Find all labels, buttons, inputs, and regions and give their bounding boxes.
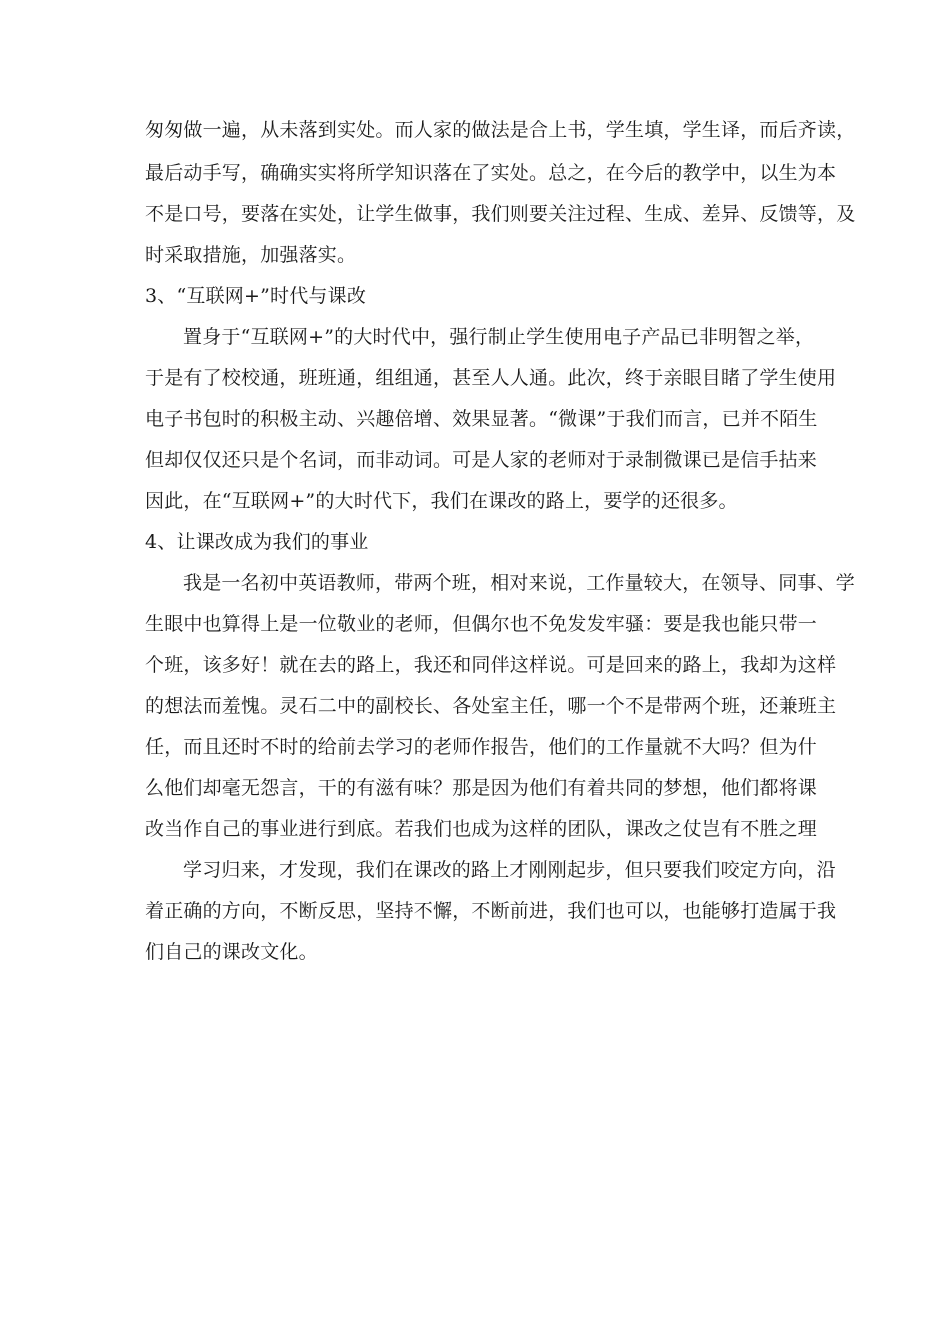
section-heading-4: 4、让课改成为我们的事业 <box>145 531 369 553</box>
text-line-8: 电子书包时的积极主动、兴趣倍增、效果显著。“微课”于我们而言，已并不陌生 <box>145 408 818 430</box>
text-line-12: 我是一名初中英语教师，带两个班，相对来说，工作量较大，在领导、同事、学 <box>183 572 856 594</box>
text-line-18: 改当作自己的事业进行到底。若我们也成为这样的团队，课改之仗岂有不胜之理 <box>145 818 818 840</box>
text-line-10: 因此，在“互联网+”的大时代下，我们在课改的路上，要学的还很多。 <box>145 490 738 512</box>
text-line-15: 的想法而羞愧。灵石二中的副校长、各处室主任，哪一个不是带两个班，还兼班主 <box>145 695 837 717</box>
text-line-16: 任，而且还时不时的给前去学习的老师作报告，他们的工作量就不大吗？但为什 <box>145 736 818 758</box>
text-line-20: 着正确的方向，不断反思，坚持不懈，不断前进，我们也可以，也能够打造属于我 <box>145 900 837 922</box>
text-line-3: 不是口号，要落在实处，让学生做事，我们则要关注过程、生成、差异、反馈等，及 <box>145 203 856 225</box>
text-line-9: 但却仅仅还只是个名词，而非动词。可是人家的老师对于录制微课已是信手拈来 <box>145 449 818 471</box>
text-line-1: 匆匆做一遍，从未落到实处。而人家的做法是合上书，学生填，学生译，而后齐读， <box>145 119 856 141</box>
text-line-6: 置身于“互联网+”的大时代中，强行制止学生使用电子产品已非明智之举， <box>183 326 815 348</box>
text-line-13: 生眼中也算得上是一位敬业的老师，但偶尔也不免发发牢骚：要是我也能只带一 <box>145 613 818 635</box>
text-line-7: 于是有了校校通，班班通，组组通，甚至人人通。此次，终于亲眼目睹了学生使用 <box>145 367 837 389</box>
text-line-17: 么他们却毫无怨言，干的有滋有味？那是因为他们有着共同的梦想，他们都将课 <box>145 777 818 799</box>
section-heading-3: 3、“互联网+”时代与课改 <box>145 285 367 307</box>
text-line-21: 们自己的课改文化。 <box>145 941 318 963</box>
text-line-14: 个班，该多好！就在去的路上，我还和同伴这样说。可是回来的路上，我却为这样 <box>145 654 837 676</box>
text-line-4: 时采取措施，加强落实。 <box>145 244 357 266</box>
text-line-2: 最后动手写，确确实实将所学知识落在了实处。总之，在今后的教学中，以生为本 <box>145 162 837 184</box>
text-line-19: 学习归来，才发现，我们在课改的路上才刚刚起步，但只要我们咬定方向，沿 <box>183 859 836 881</box>
